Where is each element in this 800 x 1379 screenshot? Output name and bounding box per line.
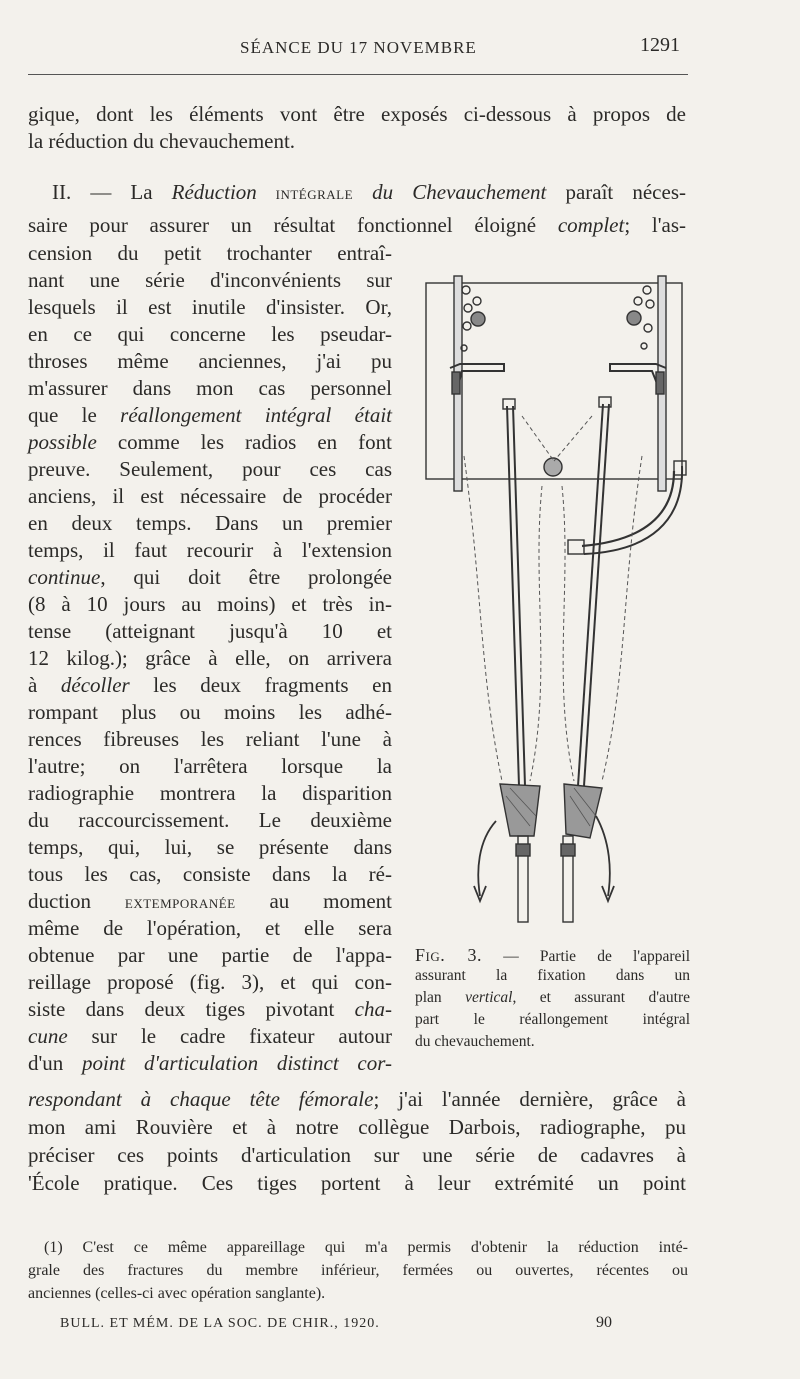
text-line: siste dans deux tiges pivotant cha- xyxy=(28,997,392,1021)
text-line: temps, il faut recourir à l'extension xyxy=(28,538,392,562)
text-line: radiographie montrera la disparition xyxy=(28,781,392,805)
text-line: en ce qui concerne les pseudar- xyxy=(28,322,392,346)
caption-line: du chevauchement. xyxy=(415,1033,535,1050)
text-line: throses même anciennes, j'ai pu xyxy=(28,349,392,373)
text-line: à décoller les deux fragments en xyxy=(28,673,392,697)
text-line: duction extemporanée au moment xyxy=(28,889,392,913)
caption-line: assurant la fixation dans un xyxy=(415,967,690,984)
text-line: nant une série d'inconvénients sur xyxy=(28,268,392,292)
text-line: rences fibreuses les reliant l'une à xyxy=(28,727,392,751)
text-line: en deux temps. Dans un premier xyxy=(28,511,392,535)
text-line: respondant à chaque tête fémorale; j'ai l'année dernière, grâce à xyxy=(28,1087,687,1111)
signature-mark: 90 xyxy=(596,1314,612,1331)
text-line: que le réallongement intégral était xyxy=(28,403,392,427)
text-line: m'assurer dans mon cas personnel xyxy=(28,376,392,400)
text-line: lesquels il est inutile d'insister. Or, xyxy=(28,295,392,319)
running-title: SÉANCE DU 17 NOVEMBRE xyxy=(240,38,477,57)
text-line: saire pour assurer un résultat fonctionnel éloigné complet; l'as- xyxy=(28,213,686,237)
text-line: cension du petit trochanter entraî- xyxy=(28,241,392,265)
text-line: l'autre; on l'arrêtera lorsque la xyxy=(28,754,392,778)
footnote-line: grale des fractures du membre inférieur, fermées ou ouvertes, récentes ou xyxy=(28,1262,688,1279)
text-line: tous les cas, consiste dans la ré- xyxy=(28,862,392,886)
text-line: d'un point d'articulation distinct cor- xyxy=(28,1051,392,1075)
fixator-frame xyxy=(426,283,682,479)
text-line: du raccourcissement. Le deuxième xyxy=(28,808,392,832)
page-number: 1291 xyxy=(640,34,680,56)
text-line: gique, dont les éléments vont être exposés ci-dessous à propos de xyxy=(28,102,686,126)
text-line: continue, qui doit être prolongée xyxy=(28,565,392,589)
text-line: mon ami Rouvière et à notre collègue Darbois, radiographe, pu xyxy=(28,1115,686,1139)
journal-reference: BULL. ET MÉM. DE LA SOC. DE CHIR., 1920. xyxy=(60,1316,380,1331)
text-line: obtenue par une partie de l'appa- xyxy=(28,943,392,967)
text-line: préciser ces points d'articulation sur une série de cadavres à xyxy=(28,1143,686,1167)
text-line: II. — La Réduction intégrale du Chevauchement paraît néces- xyxy=(52,180,686,204)
text-line: 'École pratique. Ces tiges portent à leur extrémité un point xyxy=(28,1171,686,1195)
caption-line: plan vertical, et assurant d'autre xyxy=(415,989,691,1006)
text-line: 12 kilog.); grâce à elle, on arrivera xyxy=(28,646,392,670)
text-line: possible comme les radios en font xyxy=(28,430,392,454)
text-line: même de l'opération, et elle sera xyxy=(28,916,392,940)
text-line: temps, qui, lui, se présente dans xyxy=(28,835,392,859)
text-line: rompant plus ou moins les adhé- xyxy=(28,700,392,724)
frame-holes xyxy=(461,286,654,351)
text-line: cune sur le cadre fixateur autour xyxy=(28,1024,392,1048)
text-line: tense (atteignant jusqu'à 10 et xyxy=(28,619,392,643)
footnote-line: (1) C'est ce même appareillage qui m'a permis d'obtenir la réduction inté- xyxy=(44,1239,688,1256)
text-line: la réduction du chevauchement. xyxy=(28,129,296,153)
text-line: anciens, il est nécessaire de procéder xyxy=(28,484,392,508)
text-line: reillage proposé (fig. 3), et qui con- xyxy=(28,970,392,994)
footnote-line: anciennes (celles-ci avec opération sanglante). xyxy=(28,1285,326,1302)
caption-line: part le réallongement intégral xyxy=(415,1011,690,1028)
text-line: preuve. Seulement, pour ces cas xyxy=(28,457,392,481)
text-line: (8 à 10 jours au moins) et très in- xyxy=(28,592,392,616)
caption-line: Fig. 3. — Partie de l'appareil xyxy=(415,945,691,965)
figure-3-illustration xyxy=(412,256,702,936)
header-rule xyxy=(28,74,688,75)
